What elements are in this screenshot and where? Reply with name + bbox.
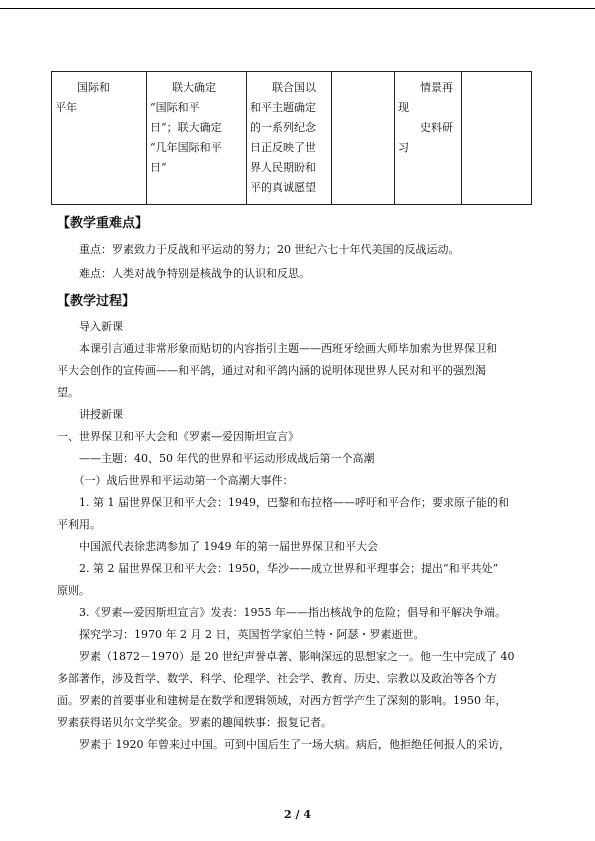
body-line: 导入新课 — [57, 320, 123, 333]
table-cell-meaning: 联合国以 和平主题确定 的一系列纪念 日正反映了世 界人民期盼和 平的真诚愿望 — [247, 72, 332, 205]
body-line: 平利用。 — [57, 518, 101, 531]
lesson-table — [51, 71, 532, 205]
body-line: ——主题：40、50 年代的世界和平运动形成战后第一个高潮 — [57, 452, 375, 465]
body-line: 一、世界保卫和平大会和《罗素—爱因斯坦宣言》 — [57, 430, 299, 443]
body-line: 2. 第 2 届世界保卫和平大会：1950，华沙——成立世界和平理事会；提出“和平共处” — [57, 562, 499, 575]
header-rule — [0, 8, 595, 9]
body-line: 多部著作，涉及哲学、数学、科学、伦理学、社会学、教育、历史、宗教以及政治等各个方 — [57, 672, 497, 685]
body-line: 中国派代表徐悲鸿参加了 1949 年的第一届世界保卫和平大会 — [57, 540, 378, 553]
body-line: 望。 — [57, 386, 79, 399]
lesson-body — [57, 316, 537, 756]
body-line: 讲授新课 — [57, 408, 123, 421]
key-points-heading: 【教学重难点】 — [57, 216, 149, 231]
table-cell-empty — [332, 72, 395, 205]
table-cell-topic: 国际和 平年 — [52, 72, 147, 205]
body-line: 本课引言通过非常形象而贴切的内容指引主题——西班牙绘画大师毕加索为世界保卫和 — [57, 342, 497, 355]
body-line: 面。罗素的首要事业和建树是在数学和逻辑领域，对西方哲学产生了深刻的影响。1950 年， — [57, 694, 507, 707]
body-line: 罗素获得诺贝尔文学奖金。罗素的趣闻轶事：报复记者。 — [57, 716, 332, 729]
body-line: 1. 第 1 届世界保卫和平大会：1949，巴黎和布拉格——呼吁和平合作；要求原子能的和 — [57, 496, 509, 509]
body-line: （一）战后世界和平运动第一个高潮大事件： — [57, 474, 294, 487]
table-row — [52, 72, 532, 205]
body-line: 平大会创作的宣传画——和平鸽，通过对和平鸽内涵的说明体现世界人民对和平的强烈渴 — [57, 364, 486, 377]
table-cell-content: 联大确定 “国际和平 日”；联大确定 “几年国际和平 日” — [147, 72, 247, 205]
body-line: 探究学习：1970 年 2 月 2 日，英国哲学家伯兰特・阿瑟・罗素逝世。 — [57, 628, 425, 641]
difficult-point-text: 难点：人类对战争特别是核战争的认识和反思。 — [79, 267, 310, 280]
process-heading: 【教学过程】 — [57, 294, 136, 309]
key-point-text: 重点：罗素致力于反战和平运动的努力；20 世纪六七十年代美国的反战运动。 — [79, 243, 460, 256]
body-line: 罗素于 1920 年曾来过中国。可到中国后生了一场大病。病后，他拒绝任何报人的采访， — [57, 738, 510, 751]
table-cell-method: 情景再 现 史料研 习 — [395, 72, 462, 205]
body-line: 3.《罗素—爱因斯坦宣言》发表：1955 年——指出核战争的危险；倡导和平解决争端。 — [57, 606, 506, 619]
table-cell-empty — [462, 72, 532, 205]
page-number: 2 / 4 — [284, 808, 311, 821]
body-line: 罗素（1872－1970）是 20 世纪声誉卓著、影响深远的思想家之一。他一生中完成了 40 — [57, 650, 515, 663]
body-line: 原则。 — [57, 584, 90, 597]
